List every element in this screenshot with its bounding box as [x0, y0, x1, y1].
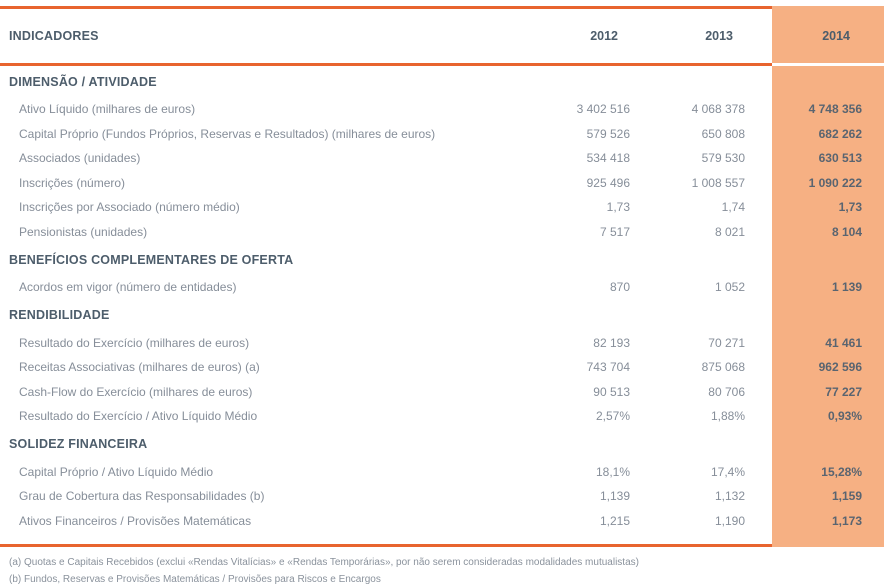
highlight-column-cell: [772, 300, 884, 331]
value-2014: 1,173: [772, 509, 884, 534]
section-title: DIMENSÃO / ATIVIDADE: [9, 74, 157, 89]
column-gap: [745, 146, 772, 171]
table-row: [0, 380, 884, 405]
value-2012: 90 513: [593, 384, 630, 399]
table-row: [0, 97, 884, 122]
row-label: Inscrições por Associado (número médio): [19, 200, 240, 215]
column-header-indicators: INDICADORES: [9, 29, 99, 43]
table-row: [0, 195, 884, 220]
value-2014: 0,93%: [772, 404, 884, 429]
row-label: Associados (unidades): [19, 151, 141, 166]
section-row: [0, 429, 884, 460]
column-gap: [745, 355, 772, 380]
table-row: [0, 275, 884, 300]
table-header-row: [0, 9, 884, 63]
column-gap: [745, 460, 772, 485]
table-row: [0, 460, 884, 485]
column-gap: [745, 97, 772, 122]
column-gap: [745, 275, 772, 300]
column-gap: [745, 380, 772, 405]
value-2014: 1,73: [772, 195, 884, 220]
value-2014: 77 227: [772, 380, 884, 405]
value-2014: 682 262: [772, 122, 884, 147]
value-2013: 875 068: [701, 360, 745, 375]
footnote-b: (b) Fundos, Reservas e Provisões Matemáticas / Provisões para Riscos e Encargos: [9, 574, 381, 585]
value-2012: 82 193: [593, 335, 630, 350]
value-2012: 870: [609, 280, 630, 295]
row-label: Ativo Líquido (milhares de euros): [19, 102, 196, 117]
section-title: RENDIBILIDADE: [9, 308, 110, 322]
column-gap: [745, 484, 772, 509]
highlight-column-cell: [772, 66, 884, 97]
table-row: [0, 331, 884, 356]
value-2012: 743 704: [586, 360, 630, 375]
value-2014: 15,28%: [772, 460, 884, 485]
table-bottom-rule: [0, 544, 884, 547]
column-header-2014: 2014: [772, 9, 884, 63]
value-2014: 1 090 222: [772, 171, 884, 196]
value-2012: 925 496: [586, 175, 630, 190]
value-2014: 41 461: [772, 331, 884, 356]
highlight-column-bottom: [772, 533, 884, 544]
column-gap: [745, 509, 772, 534]
column-gap: [745, 171, 772, 196]
table-row: [0, 146, 884, 171]
table-bottom-spacer: [0, 533, 884, 544]
table-row: [0, 404, 884, 429]
row-label: Capital Próprio / Ativo Líquido Médio: [19, 464, 214, 479]
value-2012: 18,1%: [595, 464, 630, 479]
value-2012: 1,139: [599, 489, 630, 504]
column-gap: [745, 195, 772, 220]
table-row: [0, 171, 884, 196]
column-header-2013: 2013: [705, 29, 733, 43]
row-label: Ativos Financeiros / Provisões Matemáticas: [19, 513, 252, 528]
value-2013: 8 021: [714, 224, 745, 239]
section-row: [0, 66, 884, 97]
row-label: Resultado do Exercício / Ativo Líquido Médio: [19, 409, 258, 424]
value-2012: 7 517: [599, 224, 630, 239]
value-2013: 1,190: [714, 513, 745, 528]
row-label: Grau de Cobertura das Responsabilidades (b): [19, 489, 265, 504]
table-row: [0, 122, 884, 147]
column-gap: [745, 9, 772, 63]
column-gap: [745, 331, 772, 356]
value-2014: 1 139: [772, 275, 884, 300]
footnotes: [0, 554, 891, 588]
value-2013: 1 008 557: [691, 175, 745, 190]
section-row: [0, 244, 884, 275]
value-2012: 1,215: [599, 513, 630, 528]
value-2013: 1 052: [714, 280, 745, 295]
value-2013: 4 068 378: [691, 102, 745, 117]
row-label: Cash-Flow do Exercício (milhares de euros): [19, 384, 253, 399]
orange-rule: [0, 544, 772, 547]
value-2013: 650 808: [701, 126, 745, 141]
table-row: [0, 509, 884, 534]
value-2013: 1,74: [721, 200, 745, 215]
value-2012: 2,57%: [595, 409, 630, 424]
highlight-column-end: [772, 544, 884, 547]
table-row: [0, 484, 884, 509]
footnote-a: (a) Quotas e Capitais Recebidos (exclui «Rendas Vitalícias» e «Rendas Temporárias», por não serem consideradas modalidades mutualistas): [9, 557, 639, 568]
column-header-2012: 2012: [590, 29, 618, 43]
row-label: Capital Próprio (Fundos Próprios, Reservas e Resultados) (milhares de euros): [19, 126, 436, 141]
value-2013: 70 271: [708, 335, 745, 350]
value-2012: 534 418: [586, 151, 630, 166]
table-row: [0, 220, 884, 245]
value-2014: 4 748 356: [772, 97, 884, 122]
value-2012: 3 402 516: [576, 102, 630, 117]
column-gap: [745, 220, 772, 245]
value-2012: 579 526: [586, 126, 630, 141]
value-2014: 630 513: [772, 146, 884, 171]
highlight-column-cell: [772, 244, 884, 275]
row-label: Pensionistas (unidades): [19, 224, 148, 239]
value-2012: 1,73: [606, 200, 630, 215]
section-row: [0, 300, 884, 331]
value-2014: 1,159: [772, 484, 884, 509]
value-2013: 1,132: [714, 489, 745, 504]
row-label: Receitas Associativas (milhares de euros) (a): [19, 360, 260, 375]
value-2013: 17,4%: [710, 464, 745, 479]
column-gap: [745, 122, 772, 147]
highlight-column-cell: [772, 429, 884, 460]
column-gap: [745, 404, 772, 429]
row-label: Resultado do Exercício (milhares de euros): [19, 335, 250, 350]
section-title: SOLIDEZ FINANCEIRA: [9, 437, 148, 451]
table-row: [0, 355, 884, 380]
value-2014: 8 104: [772, 220, 884, 245]
section-title: BENEFÍCIOS COMPLEMENTARES DE OFERTA: [9, 252, 294, 267]
value-2014: 962 596: [772, 355, 884, 380]
value-2013: 80 706: [708, 384, 745, 399]
spacer: [0, 533, 772, 544]
value-2013: 1,88%: [710, 409, 745, 424]
row-label: Inscrições (número): [19, 175, 126, 190]
table-body: [0, 66, 884, 533]
value-2013: 579 530: [701, 151, 745, 166]
row-label: Acordos em vigor (número de entidades): [19, 280, 237, 295]
